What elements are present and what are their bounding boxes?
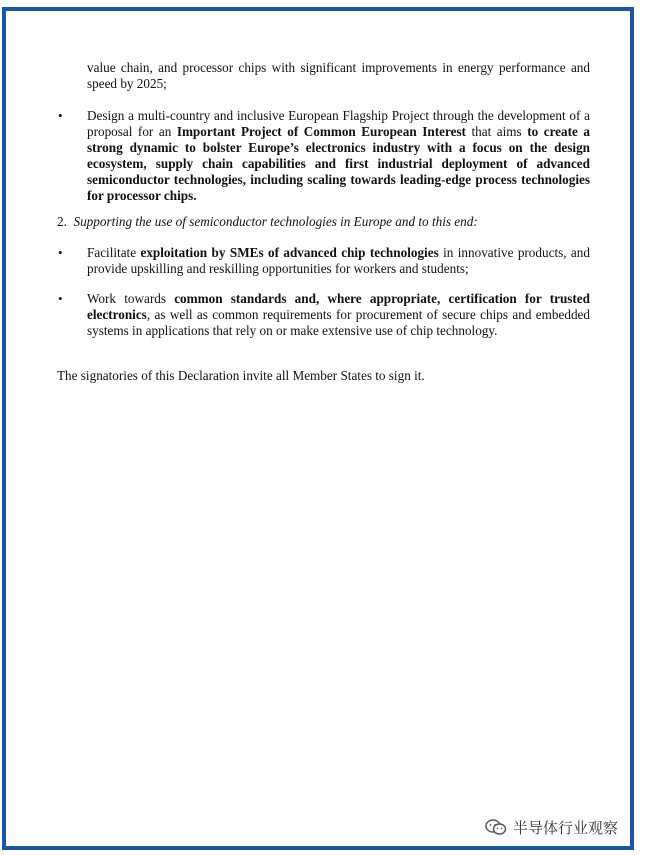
watermark-text: 半导体行业观察 [513,818,619,837]
wechat-icon [485,818,507,836]
bullet-text: in innovative products, and provide upskilling and reskilling opportunities for workers and students; [87,245,590,276]
bullet-item-ipcei [87,108,590,204]
watermark [485,816,618,838]
bullet-item-smes [87,245,590,277]
bullet-bold-text: to create a strong dynamic to bolster Europe’s electronics industry with a focus on the design ecosystem, supply chain capabilities and first industrial deployment of advanced semiconductor technologies, including scaling towards leading-edge process technologies for processor chips. [87,124,590,203]
bullet-bold-text: Important Project of Common European Interest [176,124,466,139]
bullet-text: , as well as common requirements for procurement of secure chips and embedded systems in applications that rely on or make extensive use of chip technology. [87,307,590,338]
section-title: Supporting the use of semiconductor technologies in Europe and to this end: [73,214,478,229]
section-number: 2. [57,214,67,229]
bullet-marker: • [58,291,63,306]
bullet-bold-text: common standards and, where appropriate, certification for trusted electronics [87,291,590,322]
bullet-marker: • [58,108,63,123]
bullet-text: Facilitate [87,245,141,260]
paragraph-continued: value chain, and processor chips with significant improvements in energy performance and speed by 2025; [87,60,590,91]
bullet-item-standards [87,291,590,339]
bullet-text: that aims [465,124,528,139]
bullet-text: Work towards [87,291,175,306]
section-heading [57,214,597,230]
bullet-bold-text: exploitation by SMEs of advanced chip technologies [140,245,439,260]
bullet-marker: • [58,245,63,260]
closing-statement: The signatories of this Declaration invite all Member States to sign it. [57,368,425,383]
bullet-text: Design a multi-country and inclusive European Flagship Project through the development of a proposal for an [87,108,590,139]
